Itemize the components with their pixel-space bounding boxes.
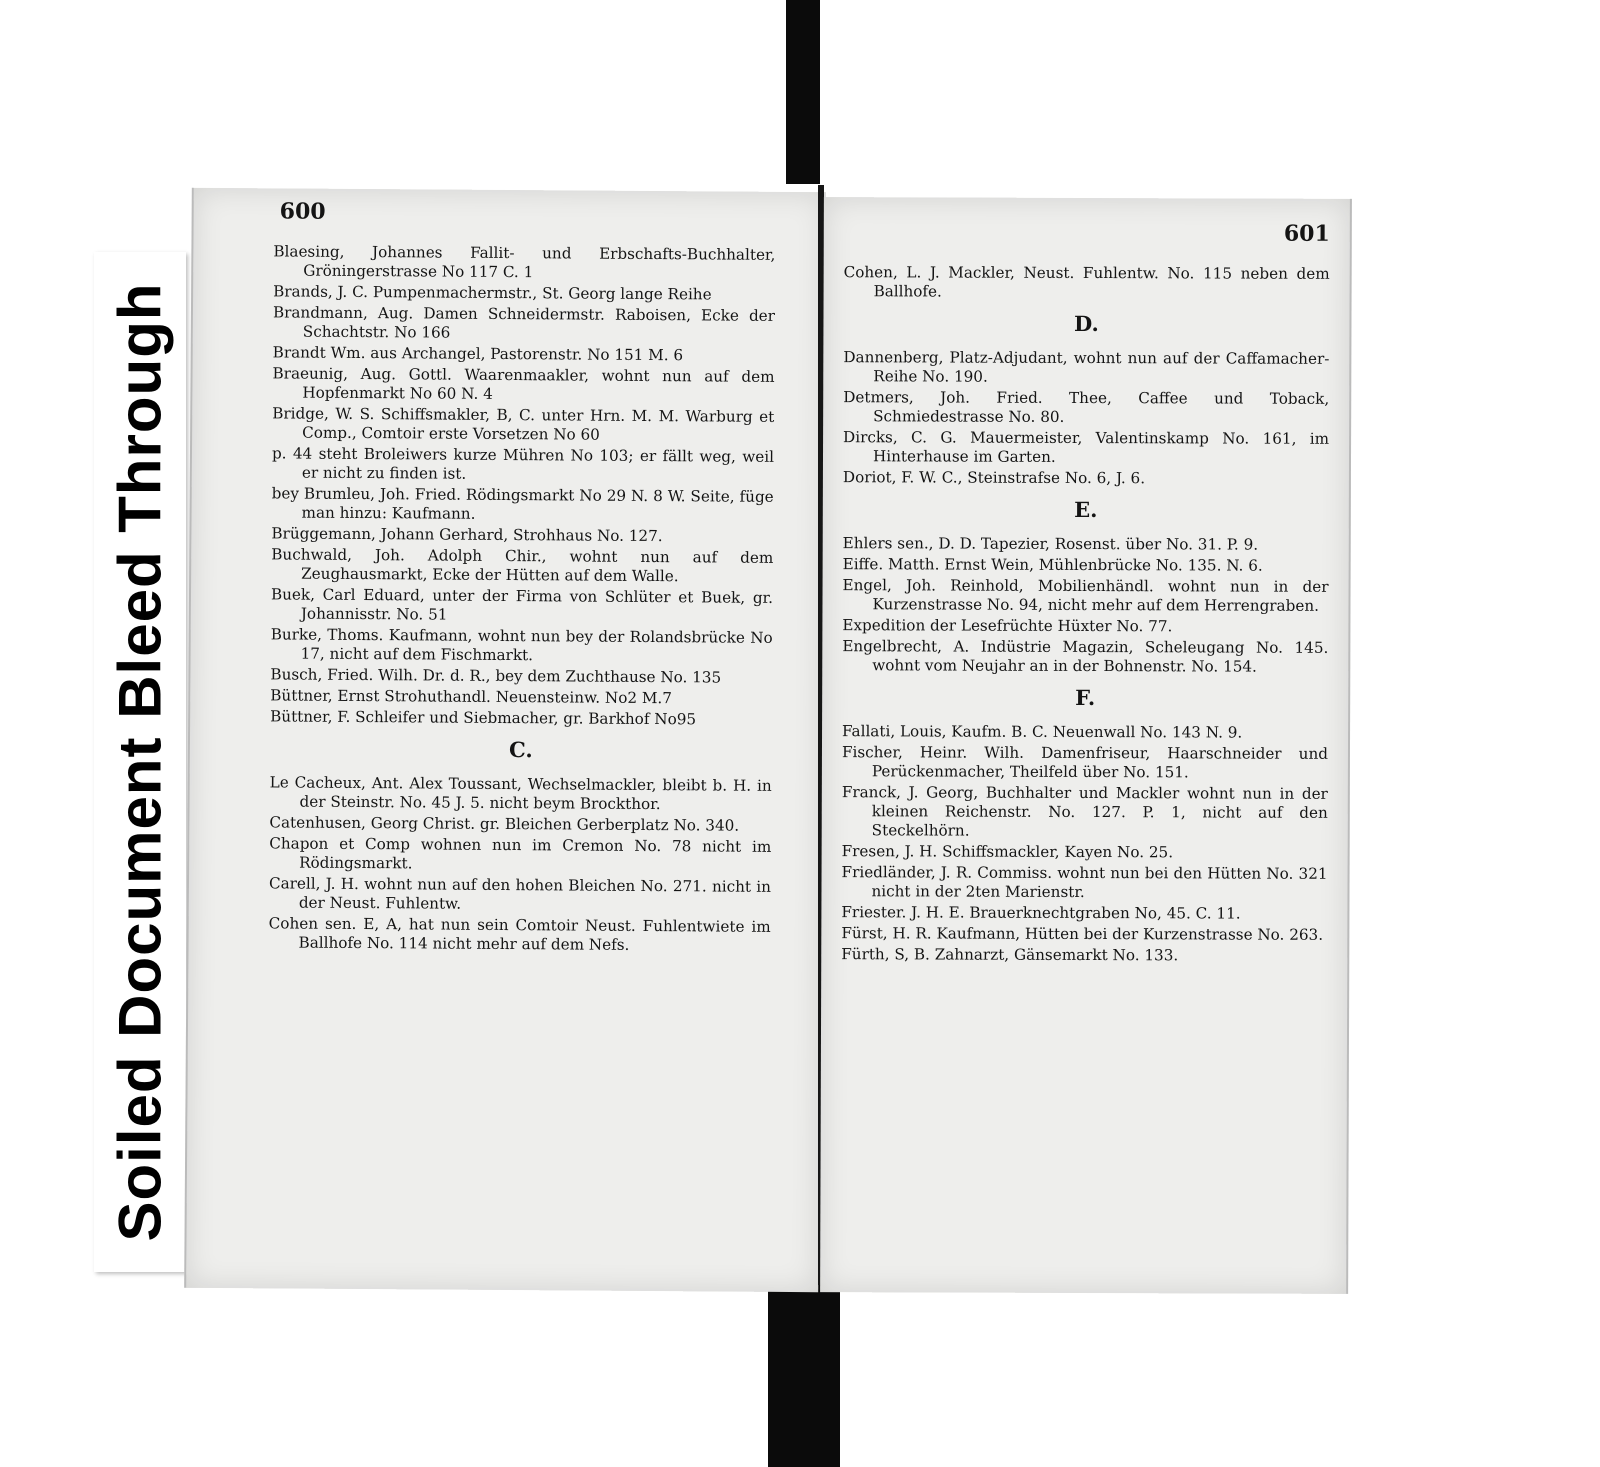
page-number: 601 <box>1283 220 1330 247</box>
directory-entry: Le Cacheux, Ant. Alex Toussant, Wechselmackler, bleibt b. H. in der Steinstr. No. 45 J. 5. nicht beym Brockthor. <box>269 773 772 814</box>
directory-entry: Expedition der Lesefrüchte Hüxter No. 77. <box>842 616 1173 636</box>
section-heading-c: C. <box>509 737 533 763</box>
directory-entry: Büttner, Ernst Strohuthandl. Neuensteinw. No2 M.7 <box>270 686 672 708</box>
left-page <box>184 188 826 1292</box>
directory-entry: Brands, J. C. Pumpenmachermstr., St. Georg lange Reihe <box>273 282 712 304</box>
directory-entry: Engel, Joh. Reinhold, Mobilienhändl. wohnt nun in der Kurzenstrasse No. 94, nicht mehr auf dem Herrengraben. <box>842 576 1329 615</box>
directory-entry: Friedländer, J. R. Commiss. wohnt nun bei den Hütten No. 321 nicht in der 2ten Marienstr. <box>841 863 1328 901</box>
left-page-column <box>268 242 775 957</box>
soiled-document-label <box>94 252 186 1272</box>
directory-entry: Cohen sen. E, A, hat nun sein Comtoir Neust. Fuhlentwiete im Ballhofe No. 114 nicht mehr auf dem Nefs. <box>268 914 771 954</box>
directory-entry: Chapon et Comp wohnen nun im Cremon No. 78 nicht im Rödingsmarkt. <box>269 834 772 873</box>
section-heading-f: F. <box>1075 684 1096 711</box>
directory-entry: Franck, J. Georg, Buchhalter und Mackler wohnt nun in der kleinen Reichenstr. No. 127. P. 1, nicht auf den Steckelhörn. <box>841 783 1328 840</box>
directory-entry: Busch, Fried. Wilh. Dr. d. R., bey dem Zuchthause No. 135 <box>270 665 722 687</box>
directory-entry: Catenhusen, Georg Christ. gr. Bleichen Gerberplatz No. 340. <box>269 813 740 835</box>
directory-entry: Bridge, W. S. Schiffsmakler, B, C. unter Hrn. M. M. Warburg et Comp., Comtoir erste Vorsetzen No 60 <box>272 404 775 444</box>
directory-entry: p. 44 steht Broleiwers kurze Mühren No 103; er fällt weg, weil er nicht zu finden ist. <box>271 444 775 483</box>
directory-entry: Buchwald, Joh. Adolph Chir., wohnt nun auf dem Zeughausmarkt, Ecke der Hütten auf dem Walle. <box>271 545 774 586</box>
directory-entry: Dircks, C. G. Mauermeister, Valentinskamp No. 161, im Hinterhause im Garten. <box>843 428 1330 466</box>
section-heading-d: D. <box>1074 310 1099 337</box>
directory-entry: Fürth, S, B. Zahnarzt, Gänsemarkt No. 133. <box>841 945 1179 965</box>
directory-entry: Engelbrecht, A. Indüstrie Magazin, Scheleugang No. 145. wohnt vom Neujahr an in der Bohnenstr. No. 154. <box>842 637 1329 676</box>
page-number: 600 <box>279 198 326 225</box>
directory-entry: Brandt Wm. aus Archangel, Pastorenstr. No 151 M. 6 <box>272 343 684 365</box>
directory-entry: Carell, J. H. wohnt nun auf den hohen Bleichen No. 271. nicht in der Neust. Fuhlentw. <box>268 874 772 913</box>
directory-entry: Brüggemann, Johann Gerhard, Strohhaus No. 127. <box>271 524 663 546</box>
right-page-column <box>841 263 1329 968</box>
directory-entry: Büttner, F. Schleifer und Siebmacher, gr. Barkhof No95 <box>270 707 697 729</box>
spine-clip-top <box>786 0 820 184</box>
directory-entry: Buek, Carl Eduard, unter der Firma von Schlüter et Buek, gr. Johannisstr. No. 51 <box>270 585 774 624</box>
directory-entry: Friester. J. H. E. Brauerknechtgraben No, 45. C. 11. <box>841 903 1241 923</box>
directory-entry: Fresen, J. H. Schiffsmackler, Kayen No. 25. <box>841 842 1174 862</box>
directory-entry: Cohen, L. J. Mackler, Neust. Fuhlentw. No. 115 neben dem Ballhofe. <box>843 263 1330 301</box>
directory-entry: Detmers, Joh. Fried. Thee, Caffee und Toback, Schmiedestrasse No. 80. <box>843 388 1330 426</box>
directory-entry: Braeunig, Aug. Gottl. Waarenmaakler, wohnt nun auf dem Hopfenmarkt No 60 N. 4 <box>272 364 775 403</box>
directory-entry: Fischer, Heinr. Wilh. Damenfriseur, Haarschneider und Perückenmacher, Theilfeld über No. 151. <box>841 743 1329 782</box>
directory-entry: Blaesing, Johannes Fallit- und Erbschafts-Buchhalter, Gröningerstrasse No 117 C. 1 <box>273 242 776 282</box>
spine-clip-bottom <box>768 1282 840 1467</box>
right-page <box>820 197 1352 1294</box>
directory-entry: Burke, Thoms. Kaufmann, wohnt nun bey der Rolandsbrücke No 17, nicht auf dem Fischmarkt. <box>270 625 773 665</box>
directory-entry: Fallati, Louis, Kaufm. B. C. Neuenwall No. 143 N. 9. <box>842 722 1243 742</box>
directory-entry: Ehlers sen., D. D. Tapezier, Rosenst. über No. 31. P. 9. <box>842 534 1259 554</box>
directory-entry: Fürst, H. R. Kaufmann, Hütten bei der Kurzenstrasse No. 263. <box>841 924 1324 944</box>
label-text: Soiled Document Bleed Through <box>106 282 174 1242</box>
directory-entry: Doriot, F. W. C., Steinstrafse No. 6, J. 6. <box>842 468 1146 488</box>
directory-entry: Brandmann, Aug. Damen Schneidermstr. Raboisen, Ecke der Schachtstr. No 166 <box>272 303 776 342</box>
section-heading-e: E. <box>1074 496 1098 523</box>
directory-entry: Dannenberg, Platz-Adjudant, wohnt nun auf der Caffamacher-Reihe No. 190. <box>843 348 1330 386</box>
directory-entry: Eiffe. Matth. Ernst Wein, Mühlenbrücke No. 135. N. 6. <box>842 555 1263 575</box>
directory-entry: bey Brumleu, Joh. Fried. Rödingsmarkt No 29 N. 8 W. Seite, füge man hinzu: Kaufmann. <box>271 484 774 523</box>
